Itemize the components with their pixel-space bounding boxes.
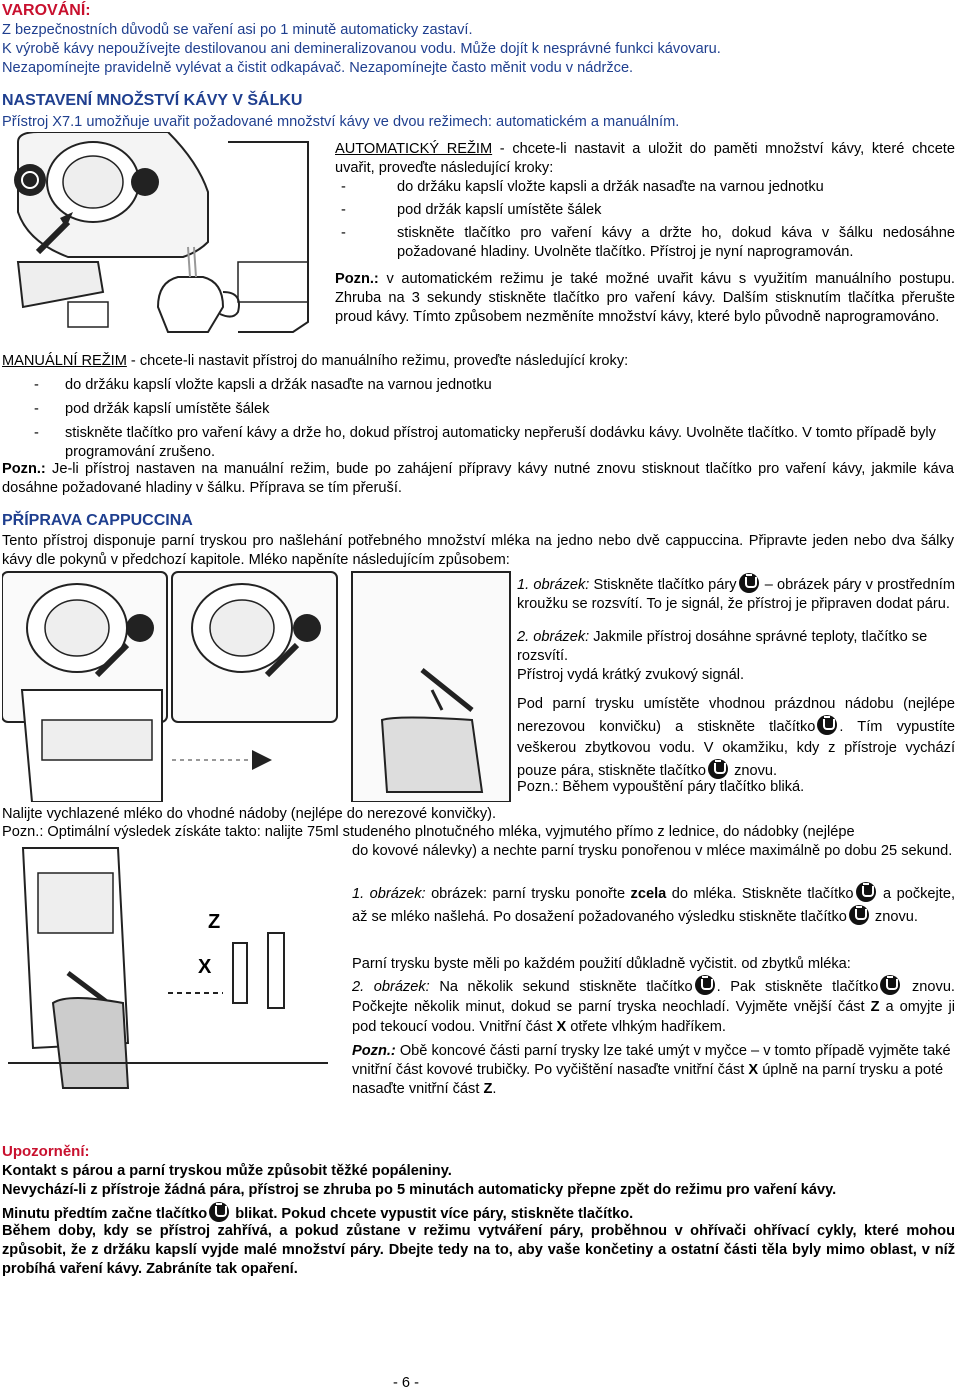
cappuccino-title: PŘÍPRAVA CAPPUCCINA	[2, 512, 193, 529]
auto-note-label: Pozn.:	[335, 271, 379, 287]
manual-mode-title: MANUÁLNÍ REŽIM	[2, 353, 127, 369]
list-item: - pod držák kapslí umístěte šálek	[341, 202, 602, 218]
list-item: - do držáku kapslí vložte kapsli a držák nasaďte na varnou jednotku	[34, 377, 492, 393]
steam-button-icon	[817, 715, 837, 735]
auto-mode-intro: - chcete-li nastavit a uložit do paměti množství kávy, které chcete uvařit, proveďte následující kroky:	[335, 141, 955, 176]
caution-line-4: Během doby, kdy se přístroj zahřívá, a pokud zůstane v režimu vytváření páry, proběhnou v ohřívači ohřívací cykly, které mohou způsobit, že z držáku kapslí vyjde malé množství páry. Dbejte tedy na to, aby vaše končetiny a ostatní části těla byly mimo oblast, v níž probíhá vaření kávy. Zabráníte tak opaření.	[2, 1223, 955, 1277]
caution-line-1: Kontakt s párou a parní tryskou může způsobit těžké popáleniny.	[2, 1163, 452, 1179]
section-quantity-title: NASTAVENÍ MNOŽSTVÍ KÁVY V ŠÁLKU	[2, 92, 303, 109]
warning-line-1: Z bezpečnostních důvodů se vaření asi po 1 minutě automaticky zastaví.	[2, 22, 473, 38]
steam-button-icon	[209, 1202, 229, 1222]
manual-steps	[2, 376, 956, 462]
list-item: - stiskněte tlačítko pro vaření kávy a drže ho, dokud přístroj automaticky nepřeruší dodávku kávy. Uvolněte tlačítko. V tomto případě byly programování zrušeno.	[34, 425, 936, 460]
steam-button-icon	[708, 759, 728, 779]
nozzle-note: Pozn.: Během vypouštění páry tlačítko bliká.	[517, 779, 805, 795]
steam-button-icon	[695, 975, 715, 995]
clean-nozzle: Parní trysku byste měli po každém použití důkladně vyčistit. od zbytků mléka:	[352, 956, 851, 972]
optimal-result: Pozn.: Optimální výsledek získáte takto: nalijte 75ml studeného plnotučného mléka, vyjmutého přímo z lednice, do nádobky (nejlépe	[2, 824, 855, 840]
caution-line-2: Nevychází-li z přístroje žádná pára, přístroj se zhruba po 5 minutách automaticky přepne zpět do režimu pro vaření kávy.	[2, 1182, 837, 1198]
auto-note: Pozn.: v automatickém režimu je také možné uvařit kávu s využitím manuálního postupu. Zhruba na 3 sekundy stiskněte tlačítko pro vaření kávy. Dalším stisknutím tlačítka přerušte proud kávy. Tímto způsobem nezměníte množství kávy, které bylo původně naprogramováno.	[335, 271, 955, 325]
fig2-instructions: 2. obrázek: Jakmile přístroj dosáhne správné teploty, tlačítko se rozsvítí.	[517, 629, 928, 664]
manual-note: Pozn.: Je-li přístroj nastaven na manuální režim, bude po zahájení přípravy kávy nutné znovu stisknout tlačítko pro vaření kávy, jakmile káva dosáhne požadované hladiny v šálku. Příprava se tím přeruší.	[2, 461, 954, 496]
manual-mode-block: MANUÁLNÍ REŽIM - chcete-li nastavit přístroj do manuálního režimu, proveďte následující kroky:	[2, 353, 629, 369]
steam-button-icon	[739, 573, 759, 593]
pour-milk: Nalijte vychlazené mléko do vhodné nádoby (nejlépe do nerezové konvičky).	[2, 806, 497, 822]
warning-line-2: K výrobě kávy nepoužívejte destilovanou ani demineralizovanou vodu. Může dojít k nesprávné funkci kávovaru.	[2, 41, 721, 57]
caution-line-3: Minutu předtím začne tlačítko blikat. Pokud chcete vypustit více páry, stiskněte tlačítko.	[2, 1202, 957, 1224]
auto-steps	[335, 178, 955, 262]
fig1-instructions: 1. obrázek: Stiskněte tlačítko páry – obrázek páry v prostředním kroužku se rozsvítí. To je signál, že přístroj je připraven dodat páru.	[517, 573, 955, 614]
fig2-beep: Přístroj vydá krátký zvukový signál.	[517, 667, 745, 683]
manual-note-label: Pozn.:	[2, 461, 46, 477]
cappuccino-intro: Tento přístroj disponuje parní tryskou pro našlehání potřebného množství mléka na jedno nebo dvě cappuccina. Připravte jeden nebo dva šálky kávy dle pokynů v předchozí kapitole. Mléko napěníte následujícím způsobem:	[2, 533, 954, 568]
list-item: - stiskněte tlačítko pro vaření kávy a držte ho, dokud káva v šálku nedosáhne požadované hladiny. Uvolněte tlačítko. Přístroj je nyní naprogramován.	[341, 225, 955, 260]
warning-line-3: Nezapomínejte pravidelně vylévat a čistit odkapávač. Nezapomínejte často měnit vodu v nádržce.	[2, 60, 634, 76]
warning-title: VAROVÁNÍ:	[2, 2, 91, 19]
list-item: - do držáku kapslí vložte kapsli a držák nasaďte na varnou jednotku	[341, 179, 824, 195]
section-quantity-intro: Přístroj X7.1 umožňuje uvařit požadované množství kávy ve dvou režimech: automatickém a manuálním.	[2, 114, 680, 130]
label-z: Z	[208, 911, 221, 933]
steam-button-icon	[880, 975, 900, 995]
steam-nozzle-figure	[8, 843, 338, 1098]
machine-figure-1	[8, 132, 328, 342]
auto-mode-block	[335, 140, 955, 178]
steam-button-icon	[856, 882, 876, 902]
steam-button-icon	[849, 905, 869, 925]
nozzle-instructions: Pod parní trysku umístěte vhodnou prázdnou nádobu (nejlépe nerezovou konvičku) a stiskněte tlačítko . Tím vypustíte veškerou zbytkovou vodu. V okamžiku, kdy z přístroje vychází pouze pára, stiskněte tlačítko znovu.	[517, 696, 955, 779]
optimal-result-cont: do kovové nálevky) a nechte parní trysku ponořenou v mléce maximálně po dobu 25 sekund.	[352, 843, 953, 859]
list-item: - pod držák kapslí umístěte šálek	[34, 401, 270, 417]
step2-instructions: 2. obrázek: Na několik sekund stiskněte tlačítko . Pak stiskněte tlačítko znovu. Počkejte několik minut, dokud se parní tryska neochladí. Vyjměte vnější část Z a omyjte ji pod tekoucí vodou. Vnitřní část X otřete vlhkým hadříkem.	[352, 975, 955, 1037]
caution-title: Upozornění:	[2, 1143, 90, 1160]
machine-figure-2	[2, 570, 512, 802]
page-number: - 6 -	[393, 1375, 419, 1391]
label-x: X	[198, 956, 212, 978]
dishwasher-note: Pozn.: Obě koncové části parní trysky lze také umýt v myčce – v tomto případě vyjměte také vnitřní část kovové trubičky. Po vyčištění nasaďte vnitřní část X úplně na parní trysku a poté nasaďte vnitřní část Z.	[352, 1043, 951, 1097]
auto-mode-title: AUTOMATICKÝ REŽIM	[335, 141, 493, 157]
step1-instructions: 1. obrázek: obrázek: parní trysku ponořte zcela do mléka. Stiskněte tlačítko a počkejte, až se mléko našlehá. Po dosažení požadovaného výsledku stiskněte tlačítko znovu.	[352, 882, 955, 928]
